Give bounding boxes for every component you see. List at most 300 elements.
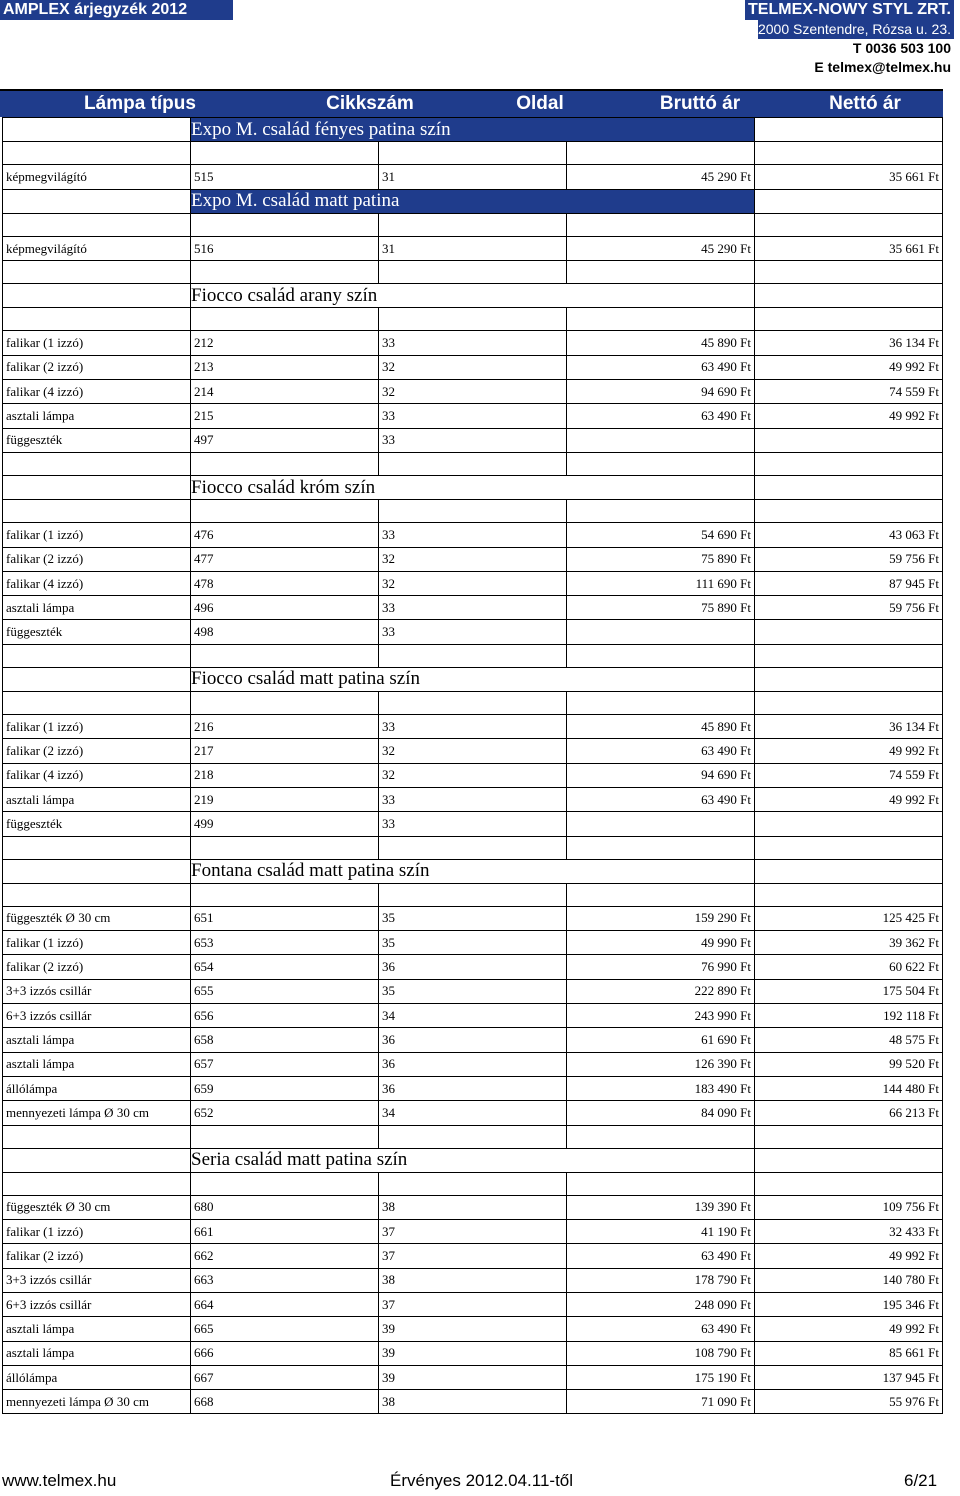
blank-cell: [567, 1125, 755, 1148]
blank-cell: [379, 213, 567, 236]
table-row: [3, 236, 943, 260]
cell-net-price: 85 661 Ft: [755, 1341, 943, 1365]
cell-lamp-type: függeszték: [3, 620, 191, 644]
cell-page: 32: [379, 547, 567, 571]
cell-lamp-type: asztali lámpa: [3, 404, 191, 428]
cell-page: 33: [379, 620, 567, 644]
blank-cell: [755, 500, 943, 523]
table-row: [3, 1220, 943, 1244]
blank-cell: [3, 500, 191, 523]
cell-page: 33: [379, 715, 567, 739]
company-email: E telmex@telmex.hu: [814, 59, 951, 75]
cell-lamp-type: falikar (1 izzó): [3, 331, 191, 355]
cell-lamp-type: asztali lámpa: [3, 1028, 191, 1052]
cell-item-code: 657: [191, 1052, 379, 1076]
cell-lamp-type: függeszték: [3, 428, 191, 452]
cell-gross-price: 45 890 Ft: [567, 715, 755, 739]
cell-page: 36: [379, 1028, 567, 1052]
section-title-spacer: [3, 859, 191, 883]
blank-cell: [191, 142, 379, 165]
section-title-spacer: [755, 189, 943, 213]
cell-gross-price: 63 490 Ft: [567, 787, 755, 811]
column-header-bar: [0, 89, 943, 117]
blank-row: [3, 452, 943, 475]
table-row: [3, 715, 943, 739]
cell-page: 33: [379, 331, 567, 355]
cell-item-code: 212: [191, 331, 379, 355]
blank-cell: [191, 308, 379, 331]
table-row: [3, 596, 943, 620]
cell-lamp-type: asztali lámpa: [3, 1052, 191, 1076]
blank-cell: [191, 1125, 379, 1148]
cell-net-price: 137 945 Ft: [755, 1365, 943, 1389]
cell-net-price: 87 945 Ft: [755, 571, 943, 595]
cell-item-code: 476: [191, 523, 379, 547]
section-title: Fiocco család arany szín: [191, 284, 755, 308]
table-row: [3, 1195, 943, 1219]
cell-net-price: 36 134 Ft: [755, 715, 943, 739]
cell-page: 37: [379, 1244, 567, 1268]
table-row: [3, 523, 943, 547]
cell-page: 38: [379, 1268, 567, 1292]
cell-item-code: 219: [191, 787, 379, 811]
blank-cell: [755, 142, 943, 165]
section-title-spacer: [3, 667, 191, 691]
cell-net-price: 74 559 Ft: [755, 380, 943, 404]
blank-row: [3, 644, 943, 667]
cell-gross-price: 61 690 Ft: [567, 1028, 755, 1052]
cell-gross-price: 94 690 Ft: [567, 763, 755, 787]
cell-lamp-type: mennyezeti lámpa Ø 30 cm: [3, 1390, 191, 1414]
table-row: [3, 931, 943, 955]
section-title-spacer: [755, 284, 943, 308]
cell-page: 32: [379, 763, 567, 787]
cell-lamp-type: asztali lámpa: [3, 1341, 191, 1365]
blank-cell: [3, 452, 191, 475]
blank-cell: [755, 261, 943, 284]
cell-lamp-type: asztali lámpa: [3, 787, 191, 811]
price-table: [2, 117, 943, 1414]
cell-lamp-type: falikar (1 izzó): [3, 715, 191, 739]
cell-page: 34: [379, 1101, 567, 1125]
cell-gross-price: [567, 428, 755, 452]
cell-page: 39: [379, 1317, 567, 1341]
cell-gross-price: 178 790 Ft: [567, 1268, 755, 1292]
blank-cell: [379, 836, 567, 859]
cell-page: 32: [379, 739, 567, 763]
table-row: [3, 620, 943, 644]
cell-net-price: 49 992 Ft: [755, 355, 943, 379]
blank-row: [3, 142, 943, 165]
cell-page: 33: [379, 812, 567, 836]
section-title-row: [3, 859, 943, 883]
blank-cell: [567, 883, 755, 906]
footer-page-number: 6/21: [904, 1471, 938, 1490]
cell-page: 37: [379, 1220, 567, 1244]
column-header-code: Cikkszám: [326, 93, 414, 114]
blank-row: [3, 883, 943, 906]
blank-cell: [755, 883, 943, 906]
blank-cell: [3, 308, 191, 331]
cell-item-code: 665: [191, 1317, 379, 1341]
blank-cell: [379, 644, 567, 667]
cell-gross-price: 159 290 Ft: [567, 906, 755, 930]
cell-gross-price: 45 890 Ft: [567, 331, 755, 355]
cell-page: 35: [379, 906, 567, 930]
cell-item-code: 659: [191, 1076, 379, 1100]
blank-cell: [3, 142, 191, 165]
blank-cell: [755, 692, 943, 715]
cell-item-code: 664: [191, 1292, 379, 1316]
section-title-spacer: [755, 118, 943, 142]
cell-gross-price: 75 890 Ft: [567, 596, 755, 620]
page-footer: [0, 1468, 960, 1494]
cell-net-price: 109 756 Ft: [755, 1195, 943, 1219]
blank-cell: [191, 883, 379, 906]
table-row: [3, 1052, 943, 1076]
cell-item-code: 651: [191, 906, 379, 930]
cell-net-price: 49 992 Ft: [755, 739, 943, 763]
cell-net-price: 144 480 Ft: [755, 1076, 943, 1100]
cell-item-code: 667: [191, 1365, 379, 1389]
cell-lamp-type: 3+3 izzós csillár: [3, 1268, 191, 1292]
cell-item-code: 661: [191, 1220, 379, 1244]
cell-net-price: 49 992 Ft: [755, 404, 943, 428]
cell-net-price: 140 780 Ft: [755, 1268, 943, 1292]
cell-lamp-type: falikar (2 izzó): [3, 739, 191, 763]
section-title-spacer: [755, 667, 943, 691]
cell-page: 34: [379, 1004, 567, 1028]
cell-net-price: 195 346 Ft: [755, 1292, 943, 1316]
cell-gross-price: [567, 812, 755, 836]
cell-gross-price: 76 990 Ft: [567, 955, 755, 979]
blank-cell: [755, 308, 943, 331]
section-title-row: [3, 475, 943, 499]
cell-item-code: 654: [191, 955, 379, 979]
blank-row: [3, 1125, 943, 1148]
blank-cell: [567, 213, 755, 236]
cell-gross-price: 84 090 Ft: [567, 1101, 755, 1125]
company-name: TELMEX-NOWY STYL ZRT.: [745, 0, 954, 20]
section-title-row: [3, 1148, 943, 1172]
cell-item-code: 217: [191, 739, 379, 763]
blank-cell: [3, 261, 191, 284]
cell-net-price: 35 661 Ft: [755, 165, 943, 189]
table-row: [3, 787, 943, 811]
blank-cell: [755, 452, 943, 475]
cell-lamp-type: asztali lámpa: [3, 1317, 191, 1341]
cell-gross-price: 126 390 Ft: [567, 1052, 755, 1076]
blank-row: [3, 213, 943, 236]
table-row: [3, 906, 943, 930]
cell-item-code: 658: [191, 1028, 379, 1052]
cell-gross-price: 45 290 Ft: [567, 236, 755, 260]
cell-item-code: 478: [191, 571, 379, 595]
cell-item-code: 515: [191, 165, 379, 189]
cell-item-code: 662: [191, 1244, 379, 1268]
cell-lamp-type: falikar (4 izzó): [3, 571, 191, 595]
cell-gross-price: 111 690 Ft: [567, 571, 755, 595]
blank-cell: [755, 1125, 943, 1148]
cell-lamp-type: állólámpa: [3, 1076, 191, 1100]
cell-item-code: 213: [191, 355, 379, 379]
cell-item-code: 498: [191, 620, 379, 644]
blank-cell: [191, 452, 379, 475]
table-row: [3, 1076, 943, 1100]
cell-gross-price: 243 990 Ft: [567, 1004, 755, 1028]
blank-cell: [3, 692, 191, 715]
pricelist-title: AMPLEX árjegyzék 2012: [0, 0, 233, 20]
section-title-spacer: [3, 189, 191, 213]
cell-page: 33: [379, 404, 567, 428]
table-row: [3, 571, 943, 595]
cell-lamp-type: 3+3 izzós csillár: [3, 979, 191, 1003]
blank-cell: [379, 452, 567, 475]
blank-cell: [3, 644, 191, 667]
table-row: [3, 331, 943, 355]
cell-net-price: 36 134 Ft: [755, 331, 943, 355]
blank-cell: [567, 836, 755, 859]
cell-gross-price: 222 890 Ft: [567, 979, 755, 1003]
cell-gross-price: 75 890 Ft: [567, 547, 755, 571]
cell-gross-price: [567, 620, 755, 644]
cell-item-code: 499: [191, 812, 379, 836]
blank-cell: [567, 142, 755, 165]
table-row: [3, 739, 943, 763]
section-title-spacer: [3, 475, 191, 499]
blank-cell: [379, 500, 567, 523]
blank-cell: [3, 883, 191, 906]
cell-lamp-type: falikar (2 izzó): [3, 355, 191, 379]
cell-gross-price: 183 490 Ft: [567, 1076, 755, 1100]
cell-page: 32: [379, 380, 567, 404]
cell-lamp-type: mennyezeti lámpa Ø 30 cm: [3, 1101, 191, 1125]
section-title: Fiocco család matt patina szín: [191, 667, 755, 691]
blank-row: [3, 500, 943, 523]
cell-item-code: 663: [191, 1268, 379, 1292]
cell-item-code: 496: [191, 596, 379, 620]
cell-gross-price: 63 490 Ft: [567, 404, 755, 428]
cell-page: 33: [379, 787, 567, 811]
table-row: [3, 955, 943, 979]
blank-cell: [3, 1125, 191, 1148]
table-row: [3, 1390, 943, 1414]
cell-item-code: 668: [191, 1390, 379, 1414]
blank-cell: [567, 1172, 755, 1195]
section-title-spacer: [3, 284, 191, 308]
table-row: [3, 1268, 943, 1292]
cell-lamp-type: falikar (4 izzó): [3, 380, 191, 404]
section-title: Fiocco család króm szín: [191, 475, 755, 499]
cell-gross-price: 71 090 Ft: [567, 1390, 755, 1414]
column-header-gross: Bruttó ár: [659, 93, 741, 114]
table-row: [3, 1341, 943, 1365]
cell-lamp-type: függeszték Ø 30 cm: [3, 906, 191, 930]
cell-page: 32: [379, 355, 567, 379]
table-row: [3, 1244, 943, 1268]
cell-gross-price: 94 690 Ft: [567, 380, 755, 404]
cell-page: 33: [379, 596, 567, 620]
cell-page: 37: [379, 1292, 567, 1316]
cell-item-code: 218: [191, 763, 379, 787]
cell-gross-price: 49 990 Ft: [567, 931, 755, 955]
blank-cell: [567, 692, 755, 715]
cell-net-price: 49 992 Ft: [755, 1317, 943, 1341]
section-title-row: [3, 667, 943, 691]
column-header-type: Lámpa típus: [84, 93, 196, 114]
blank-cell: [755, 836, 943, 859]
blank-row: [3, 692, 943, 715]
section-title: Seria család matt patina szín: [191, 1148, 755, 1172]
blank-cell: [567, 308, 755, 331]
cell-item-code: 656: [191, 1004, 379, 1028]
blank-cell: [191, 1172, 379, 1195]
blank-cell: [567, 500, 755, 523]
cell-gross-price: 63 490 Ft: [567, 1317, 755, 1341]
cell-gross-price: 63 490 Ft: [567, 739, 755, 763]
blank-cell: [379, 308, 567, 331]
cell-item-code: 516: [191, 236, 379, 260]
section-title-spacer: [755, 475, 943, 499]
cell-page: 35: [379, 979, 567, 1003]
cell-net-price: 35 661 Ft: [755, 236, 943, 260]
blank-cell: [379, 883, 567, 906]
cell-page: 35: [379, 931, 567, 955]
cell-page: 38: [379, 1390, 567, 1414]
cell-page: 31: [379, 236, 567, 260]
cell-net-price: 59 756 Ft: [755, 596, 943, 620]
cell-lamp-type: függeszték Ø 30 cm: [3, 1195, 191, 1219]
section-title: Expo M. család matt patina: [191, 189, 755, 213]
blank-cell: [191, 836, 379, 859]
footer-website[interactable]: www.telmex.hu: [2, 1471, 117, 1490]
cell-item-code: 655: [191, 979, 379, 1003]
cell-lamp-type: képmegvilágító: [3, 165, 191, 189]
blank-cell: [3, 836, 191, 859]
cell-lamp-type: asztali lámpa: [3, 596, 191, 620]
blank-cell: [191, 261, 379, 284]
cell-page: 39: [379, 1365, 567, 1389]
cell-lamp-type: falikar (4 izzó): [3, 763, 191, 787]
blank-row: [3, 1172, 943, 1195]
cell-net-price: [755, 428, 943, 452]
cell-net-price: 66 213 Ft: [755, 1101, 943, 1125]
table-row: [3, 547, 943, 571]
cell-item-code: 215: [191, 404, 379, 428]
blank-cell: [755, 213, 943, 236]
blank-cell: [191, 644, 379, 667]
cell-lamp-type: 6+3 izzós csillár: [3, 1004, 191, 1028]
column-header-net: Nettó ár: [829, 93, 901, 114]
cell-net-price: 49 992 Ft: [755, 1244, 943, 1268]
cell-item-code: 497: [191, 428, 379, 452]
blank-cell: [755, 1172, 943, 1195]
cell-net-price: 99 520 Ft: [755, 1052, 943, 1076]
section-title-spacer: [3, 1148, 191, 1172]
cell-net-price: 74 559 Ft: [755, 763, 943, 787]
cell-gross-price: 54 690 Ft: [567, 523, 755, 547]
blank-row: [3, 308, 943, 331]
cell-page: 36: [379, 955, 567, 979]
section-title: Fontana család matt patina szín: [191, 859, 755, 883]
cell-net-price: 43 063 Ft: [755, 523, 943, 547]
cell-net-price: 192 118 Ft: [755, 1004, 943, 1028]
blank-cell: [379, 261, 567, 284]
cell-gross-price: 41 190 Ft: [567, 1220, 755, 1244]
cell-net-price: 32 433 Ft: [755, 1220, 943, 1244]
cell-lamp-type: falikar (2 izzó): [3, 1244, 191, 1268]
blank-cell: [191, 692, 379, 715]
cell-lamp-type: 6+3 izzós csillár: [3, 1292, 191, 1316]
table-row: [3, 1317, 943, 1341]
cell-net-price: 59 756 Ft: [755, 547, 943, 571]
cell-item-code: 653: [191, 931, 379, 955]
cell-lamp-type: állólámpa: [3, 1365, 191, 1389]
table-row: [3, 1365, 943, 1389]
cell-page: 36: [379, 1076, 567, 1100]
section-title: Expo M. család fényes patina szín: [191, 118, 755, 142]
blank-cell: [379, 692, 567, 715]
cell-net-price: 60 622 Ft: [755, 955, 943, 979]
company-address: 2000 Szentendre, Rózsa u. 23.: [758, 20, 954, 39]
blank-cell: [191, 500, 379, 523]
cell-page: 31: [379, 165, 567, 189]
cell-lamp-type: falikar (1 izzó): [3, 931, 191, 955]
cell-lamp-type: falikar (1 izzó): [3, 1220, 191, 1244]
cell-lamp-type: függeszték: [3, 812, 191, 836]
blank-cell: [379, 142, 567, 165]
table-row: [3, 380, 943, 404]
section-title-spacer: [755, 1148, 943, 1172]
cell-page: 39: [379, 1341, 567, 1365]
company-block: [745, 0, 954, 77]
table-row: [3, 428, 943, 452]
blank-cell: [3, 1172, 191, 1195]
table-row: [3, 165, 943, 189]
blank-cell: [191, 213, 379, 236]
company-phone: T 0036 503 100: [852, 40, 951, 56]
table-row: [3, 355, 943, 379]
cell-gross-price: 108 790 Ft: [567, 1341, 755, 1365]
cell-gross-price: 175 190 Ft: [567, 1365, 755, 1389]
cell-gross-price: 63 490 Ft: [567, 355, 755, 379]
section-title-spacer: [3, 118, 191, 142]
cell-net-price: 175 504 Ft: [755, 979, 943, 1003]
table-row: [3, 763, 943, 787]
cell-item-code: 477: [191, 547, 379, 571]
cell-net-price: [755, 620, 943, 644]
cell-page: 36: [379, 1052, 567, 1076]
cell-item-code: 216: [191, 715, 379, 739]
cell-gross-price: 63 490 Ft: [567, 1244, 755, 1268]
blank-cell: [3, 213, 191, 236]
cell-item-code: 680: [191, 1195, 379, 1219]
cell-page: 32: [379, 571, 567, 595]
table-row: [3, 1004, 943, 1028]
cell-gross-price: 248 090 Ft: [567, 1292, 755, 1316]
blank-row: [3, 261, 943, 284]
section-title-spacer: [755, 859, 943, 883]
table-row: [3, 404, 943, 428]
cell-net-price: [755, 812, 943, 836]
cell-net-price: 48 575 Ft: [755, 1028, 943, 1052]
cell-item-code: 666: [191, 1341, 379, 1365]
cell-item-code: 652: [191, 1101, 379, 1125]
blank-cell: [379, 1125, 567, 1148]
table-row: [3, 1028, 943, 1052]
cell-lamp-type: falikar (2 izzó): [3, 955, 191, 979]
table-row: [3, 979, 943, 1003]
